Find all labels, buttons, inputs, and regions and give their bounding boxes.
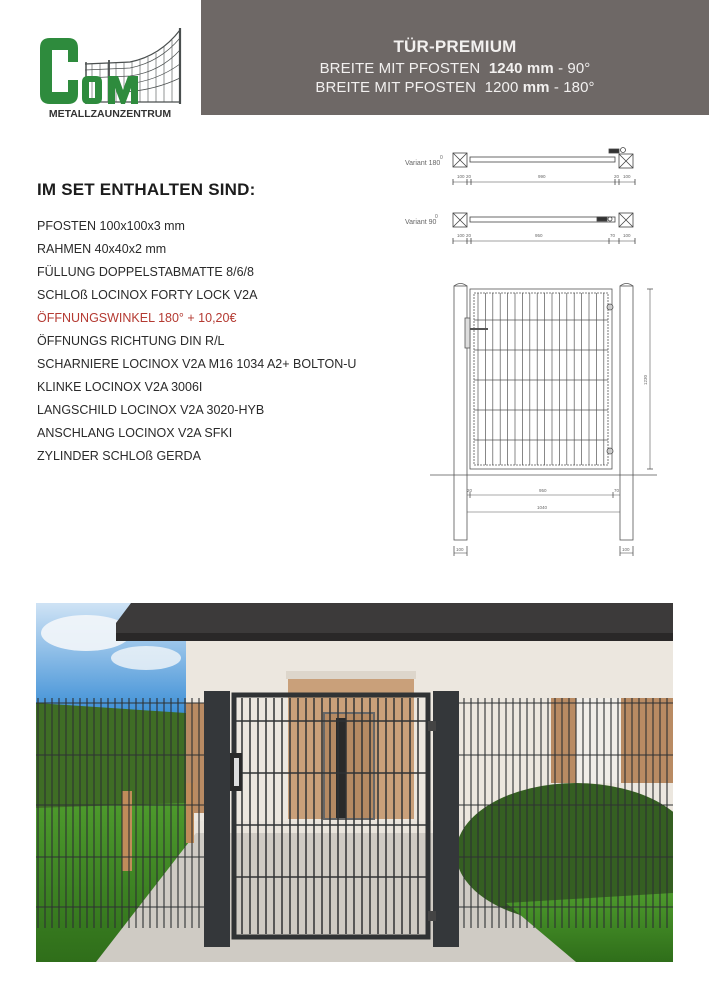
- angle-label: - 90°: [558, 60, 591, 77]
- width-spec-90: [201, 60, 709, 77]
- list-item: KLINKE LOCINOX V2A 3006I: [37, 380, 203, 394]
- width-label: BREITE MIT PFOSTEN: [315, 79, 477, 96]
- dim-label: 20: [614, 174, 620, 179]
- hinge-icon: [609, 149, 619, 153]
- degree-mark: 0: [440, 155, 443, 161]
- dim-post-left: 100: [456, 547, 464, 552]
- gate-scene-illustration: [36, 603, 673, 962]
- dim-label: 100: [623, 174, 631, 179]
- set-contents-title: IM SET ENTHALTEN SIND:: [37, 180, 256, 199]
- gate-post-left: [204, 691, 230, 947]
- dim-label: 20: [466, 233, 472, 238]
- gate-frame: [470, 289, 612, 469]
- width-spec-180: [201, 79, 709, 96]
- product-photo: [36, 603, 673, 962]
- garden-lamp: [122, 791, 132, 871]
- variant-90-label: Variant 90: [405, 219, 437, 226]
- list-item-option-price: ÖFFNUNGSWINKEL 180° + 10,20€: [37, 311, 237, 325]
- list-item: PFOSTEN 100x100x3 mm: [37, 219, 185, 233]
- hinge-icon: [597, 217, 607, 221]
- list-item: FÜLLUNG DOPPELSTABMATTE 8/6/8: [37, 265, 254, 279]
- list-item: SCHARNIERE LOCINOX V2A M16 1034 A2+ BOLTON-U: [37, 357, 357, 371]
- width-value: 1240: [488, 60, 523, 77]
- variant-180-label: Variant 180: [405, 160, 441, 167]
- variant-180-plan: [405, 148, 635, 186]
- list-item: RAHMEN 40x40x2 mm: [37, 242, 167, 256]
- dim-right-gap: 70: [614, 488, 620, 493]
- logo-graphic: [30, 26, 190, 120]
- shutter: [621, 698, 673, 783]
- list-item: ZYLINDER SCHLOß GERDA: [37, 449, 201, 463]
- company-logo: [30, 26, 190, 120]
- set-contents-list: [37, 218, 356, 471]
- dim-label: 100: [457, 233, 465, 238]
- gate-front-elevation: [430, 284, 657, 557]
- logo-subtitle: METALLZAUNZENTRUM: [48, 108, 172, 120]
- width-label: BREITE MIT PFOSTEN: [319, 60, 481, 77]
- dim-height: 1230: [643, 374, 648, 385]
- dim-label: 70: [610, 233, 616, 238]
- dim-label: 20: [466, 174, 472, 179]
- width-unit: mm: [526, 60, 554, 77]
- list-item: SCHLOß LOCINOX FORTY LOCK V2A: [37, 288, 258, 302]
- width-value: 1200: [484, 79, 519, 96]
- dim-label: 100: [623, 233, 631, 238]
- dim-label: 950: [535, 233, 543, 238]
- dim-left-gap: 20: [467, 488, 473, 493]
- lock-icon: [465, 318, 470, 348]
- dim-label: 100: [457, 174, 465, 179]
- product-header: [201, 0, 709, 115]
- variant-90-plan: [405, 213, 635, 244]
- roof: [116, 603, 673, 633]
- degree-mark: 0: [435, 214, 438, 220]
- list-item: ANSCHLANG LOCINOX V2A SFKI: [37, 426, 233, 440]
- dim-inner-width: 1040: [537, 505, 548, 510]
- width-unit: mm: [522, 79, 550, 96]
- hinge-icon: [607, 304, 613, 310]
- garden-lamp: [186, 783, 194, 843]
- gate-hinge: [428, 721, 436, 731]
- dim-leaf-width: 950: [539, 488, 547, 493]
- gate-hinge: [428, 911, 436, 921]
- list-item: ÖFFNUNGS RICHTUNG DIN R/L: [37, 334, 225, 348]
- technical-drawing: [395, 140, 665, 560]
- angle-label: - 180°: [553, 79, 595, 96]
- hinge-icon: [607, 448, 613, 454]
- right-post: [620, 286, 633, 540]
- logo-letters: [40, 38, 138, 104]
- gate-post-right: [433, 691, 459, 947]
- gate-mesh: [474, 293, 608, 465]
- list-item: LANGSCHILD LOCINOX V2A 3020-HYB: [37, 403, 265, 417]
- dim-post-right: 100: [622, 547, 630, 552]
- dim-label: 990: [538, 174, 546, 179]
- product-title: TÜR-PREMIUM: [393, 37, 517, 56]
